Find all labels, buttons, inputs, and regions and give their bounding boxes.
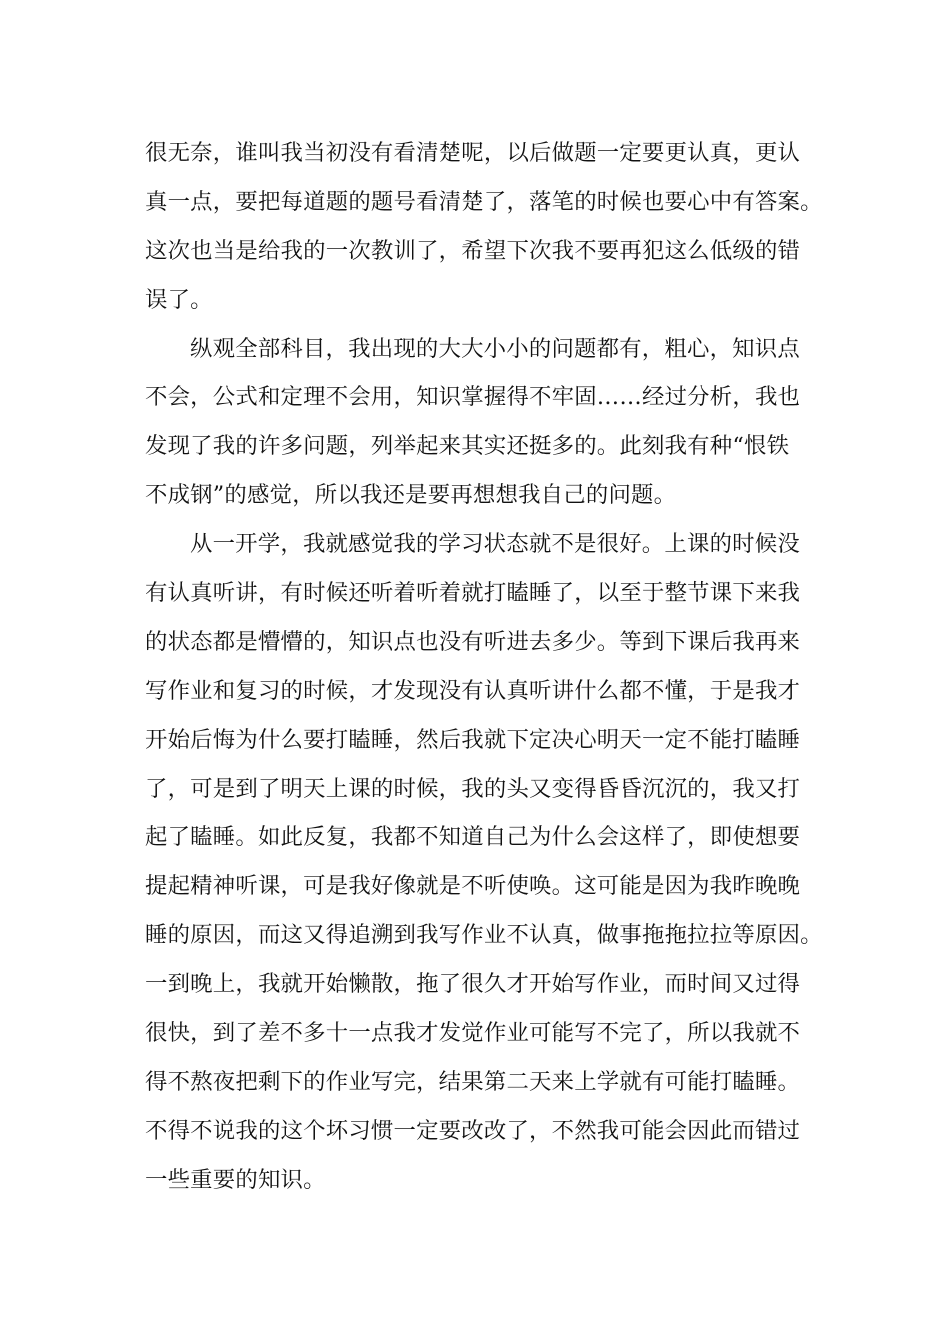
text-line: 不得不说我的这个坏习惯一定要改改了，不然我可能会因此而错过 [145,1117,801,1144]
text-line: 提起精神听课，可是我好像就是不听使唤。这可能是因为我昨晚晚 [145,873,801,900]
text-line: 起了瞌睡。如此反复，我都不知道自己为什么会这样了，即使想要 [145,824,801,851]
text-line: 一到晚上，我就开始懒散，拖了很久才开始写作业，而时间又过得 [145,971,801,998]
text-line: 一些重要的知识。 [145,1166,326,1193]
text-line: 误了。 [145,286,213,313]
text-line: 得不熬夜把剩下的作业写完，结果第二天来上学就有可能打瞌睡。 [145,1068,801,1095]
text-line: 纵观全部科目，我出现的大大小小的问题都有，粗心，知识点 [190,335,800,362]
paragraph [145,520,823,1204]
text-line: 的状态都是懵懵的，知识点也没有听进去多少。等到下课后我再来 [145,628,801,655]
text-line: 很无奈，谁叫我当初没有看清楚呢，以后做题一定要更认真，更认 [145,140,801,166]
text-line: 很快，到了差不多十一点我才发觉作业可能写不完了，所以我就不 [145,1020,801,1047]
paragraph [145,129,823,325]
paragraph [145,325,820,521]
text-line: 这次也当是给我的一次教训了，希望下次我不要再犯这么低级的错 [145,237,801,264]
text-line: 了，可是到了明天上课的时候，我的头又变得昏昏沉沉的，我又打 [145,775,801,802]
text-line: 从一开学，我就感觉我的学习状态就不是很好。上课的时候没 [190,531,800,558]
text-line: 写作业和复习的时候，才发现没有认真听讲什么都不懂，于是我才 [145,677,801,704]
text-line: 睡的原因，而这又得追溯到我写作业不认真，做事拖拖拉拉等原因。 [145,922,823,949]
essay-body [145,129,823,1205]
text-line: 开始后悔为什么要打瞌睡，然后我就下定决心明天一定不能打瞌睡 [145,726,801,753]
text-line: 有认真听讲，有时候还听着听着就打瞌睡了，以至于整节课下来我 [145,580,801,607]
text-line: 不会，公式和定理不会用，知识掌握得不牢固……经过分析，我也 [145,384,801,411]
text-line: 不成钢”的感觉，所以我还是要再想想我自己的问题。 [145,482,677,509]
text-line: 真一点，要把每道题的题号看清楚了，落笔的时候也要心中有答案。 [145,188,823,215]
text-line: 发现了我的许多问题，列举起来其实还挺多的。此刻我有种“恨铁 [145,433,790,460]
